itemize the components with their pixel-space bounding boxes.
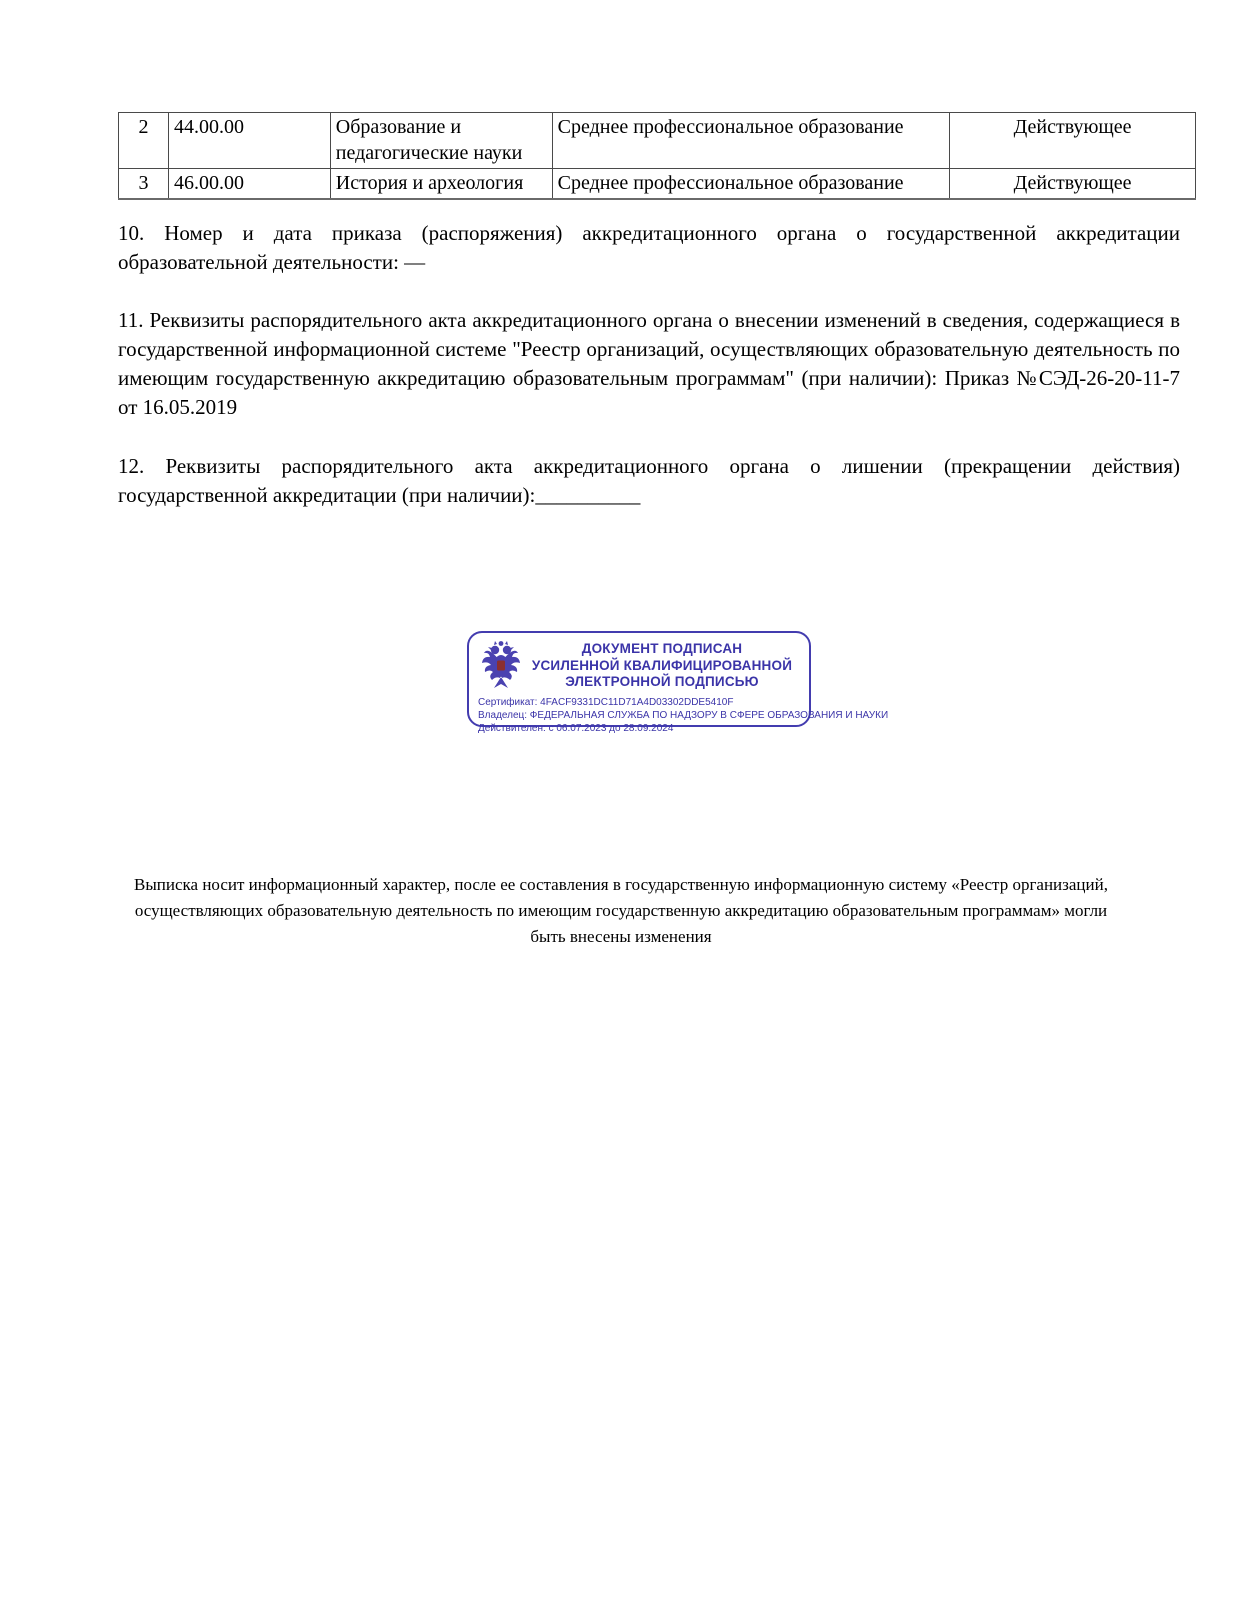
table-row — [119, 169, 1196, 200]
cell-level: Среднее профессиональное образование — [552, 113, 950, 169]
paragraph-12: 12. Реквизиты распорядительного акта аккредитационного органа о лишении (прекращении действия) государственной аккредитации (при наличии):__________ — [118, 454, 1180, 507]
cell-code: 46.00.00 — [168, 169, 330, 200]
stamp-validity: Действителен: с 06.07.2023 до 28.09.2024 — [478, 723, 674, 734]
cell-status: Действующее — [950, 169, 1196, 200]
accreditation-table — [118, 112, 1196, 200]
stamp-owner: Владелец: ФЕДЕРАЛЬНАЯ СЛУЖБА ПО НАДЗОРУ В СФЕРЕ ОБРАЗОВАНИЯ И НАУКИ — [478, 710, 889, 721]
cell-name: История и археология — [330, 169, 552, 200]
stamp-title-line: ЭЛЕКТРОННОЙ ПОДПИСЬЮ — [565, 674, 759, 690]
stamp-title — [524, 641, 800, 691]
stamp-title-line: ДОКУМЕНТ ПОДПИСАН — [581, 641, 743, 657]
stamp-title-line: УСИЛЕННОЙ КВАЛИФИЦИРОВАННОЙ — [531, 657, 793, 673]
paragraph-11: 11. Реквизиты распорядительного акта аккредитационного органа о внесении изменений в сведения, содержащиеся в государственной информационной системе "Реестр организаций, осуществляющих образовательную деятельность по имеющим государственную аккредитацию образовательным программам" (при наличии): Приказ №СЭД-26-20-11-7 от 16.05.2019 — [118, 308, 1180, 419]
cell-status: Действующее — [950, 113, 1196, 169]
cell-row-number: 2 — [119, 113, 169, 169]
coat-of-arms-icon — [478, 640, 524, 692]
cell-code: 44.00.00 — [168, 113, 330, 169]
stamp-details — [478, 696, 889, 735]
cell-name: Образование и педагогические науки — [330, 113, 552, 169]
footer-note: Выписка носит информационный характер, после ее составления в государственную информационную систему «Реестр организаций, осуществляющих образовательную деятельность по имеющим государственную аккредитацию образовательным программам» могли быть внесены изменения — [134, 875, 1108, 946]
stamp-certificate: Сертификат: 4FACF9331DC11D71A4D03302DDE5410F — [478, 697, 734, 708]
table-row — [119, 113, 1196, 169]
paragraph-10: 10. Номер и дата приказа (распоряжения) аккредитационного органа о государственной аккредитации образовательной деятельности: — — [118, 221, 1180, 274]
signature-stamp — [467, 631, 889, 734]
cell-row-number: 3 — [119, 169, 169, 200]
cell-level: Среднее профессиональное образование — [552, 169, 950, 200]
stamp-header — [478, 640, 800, 692]
